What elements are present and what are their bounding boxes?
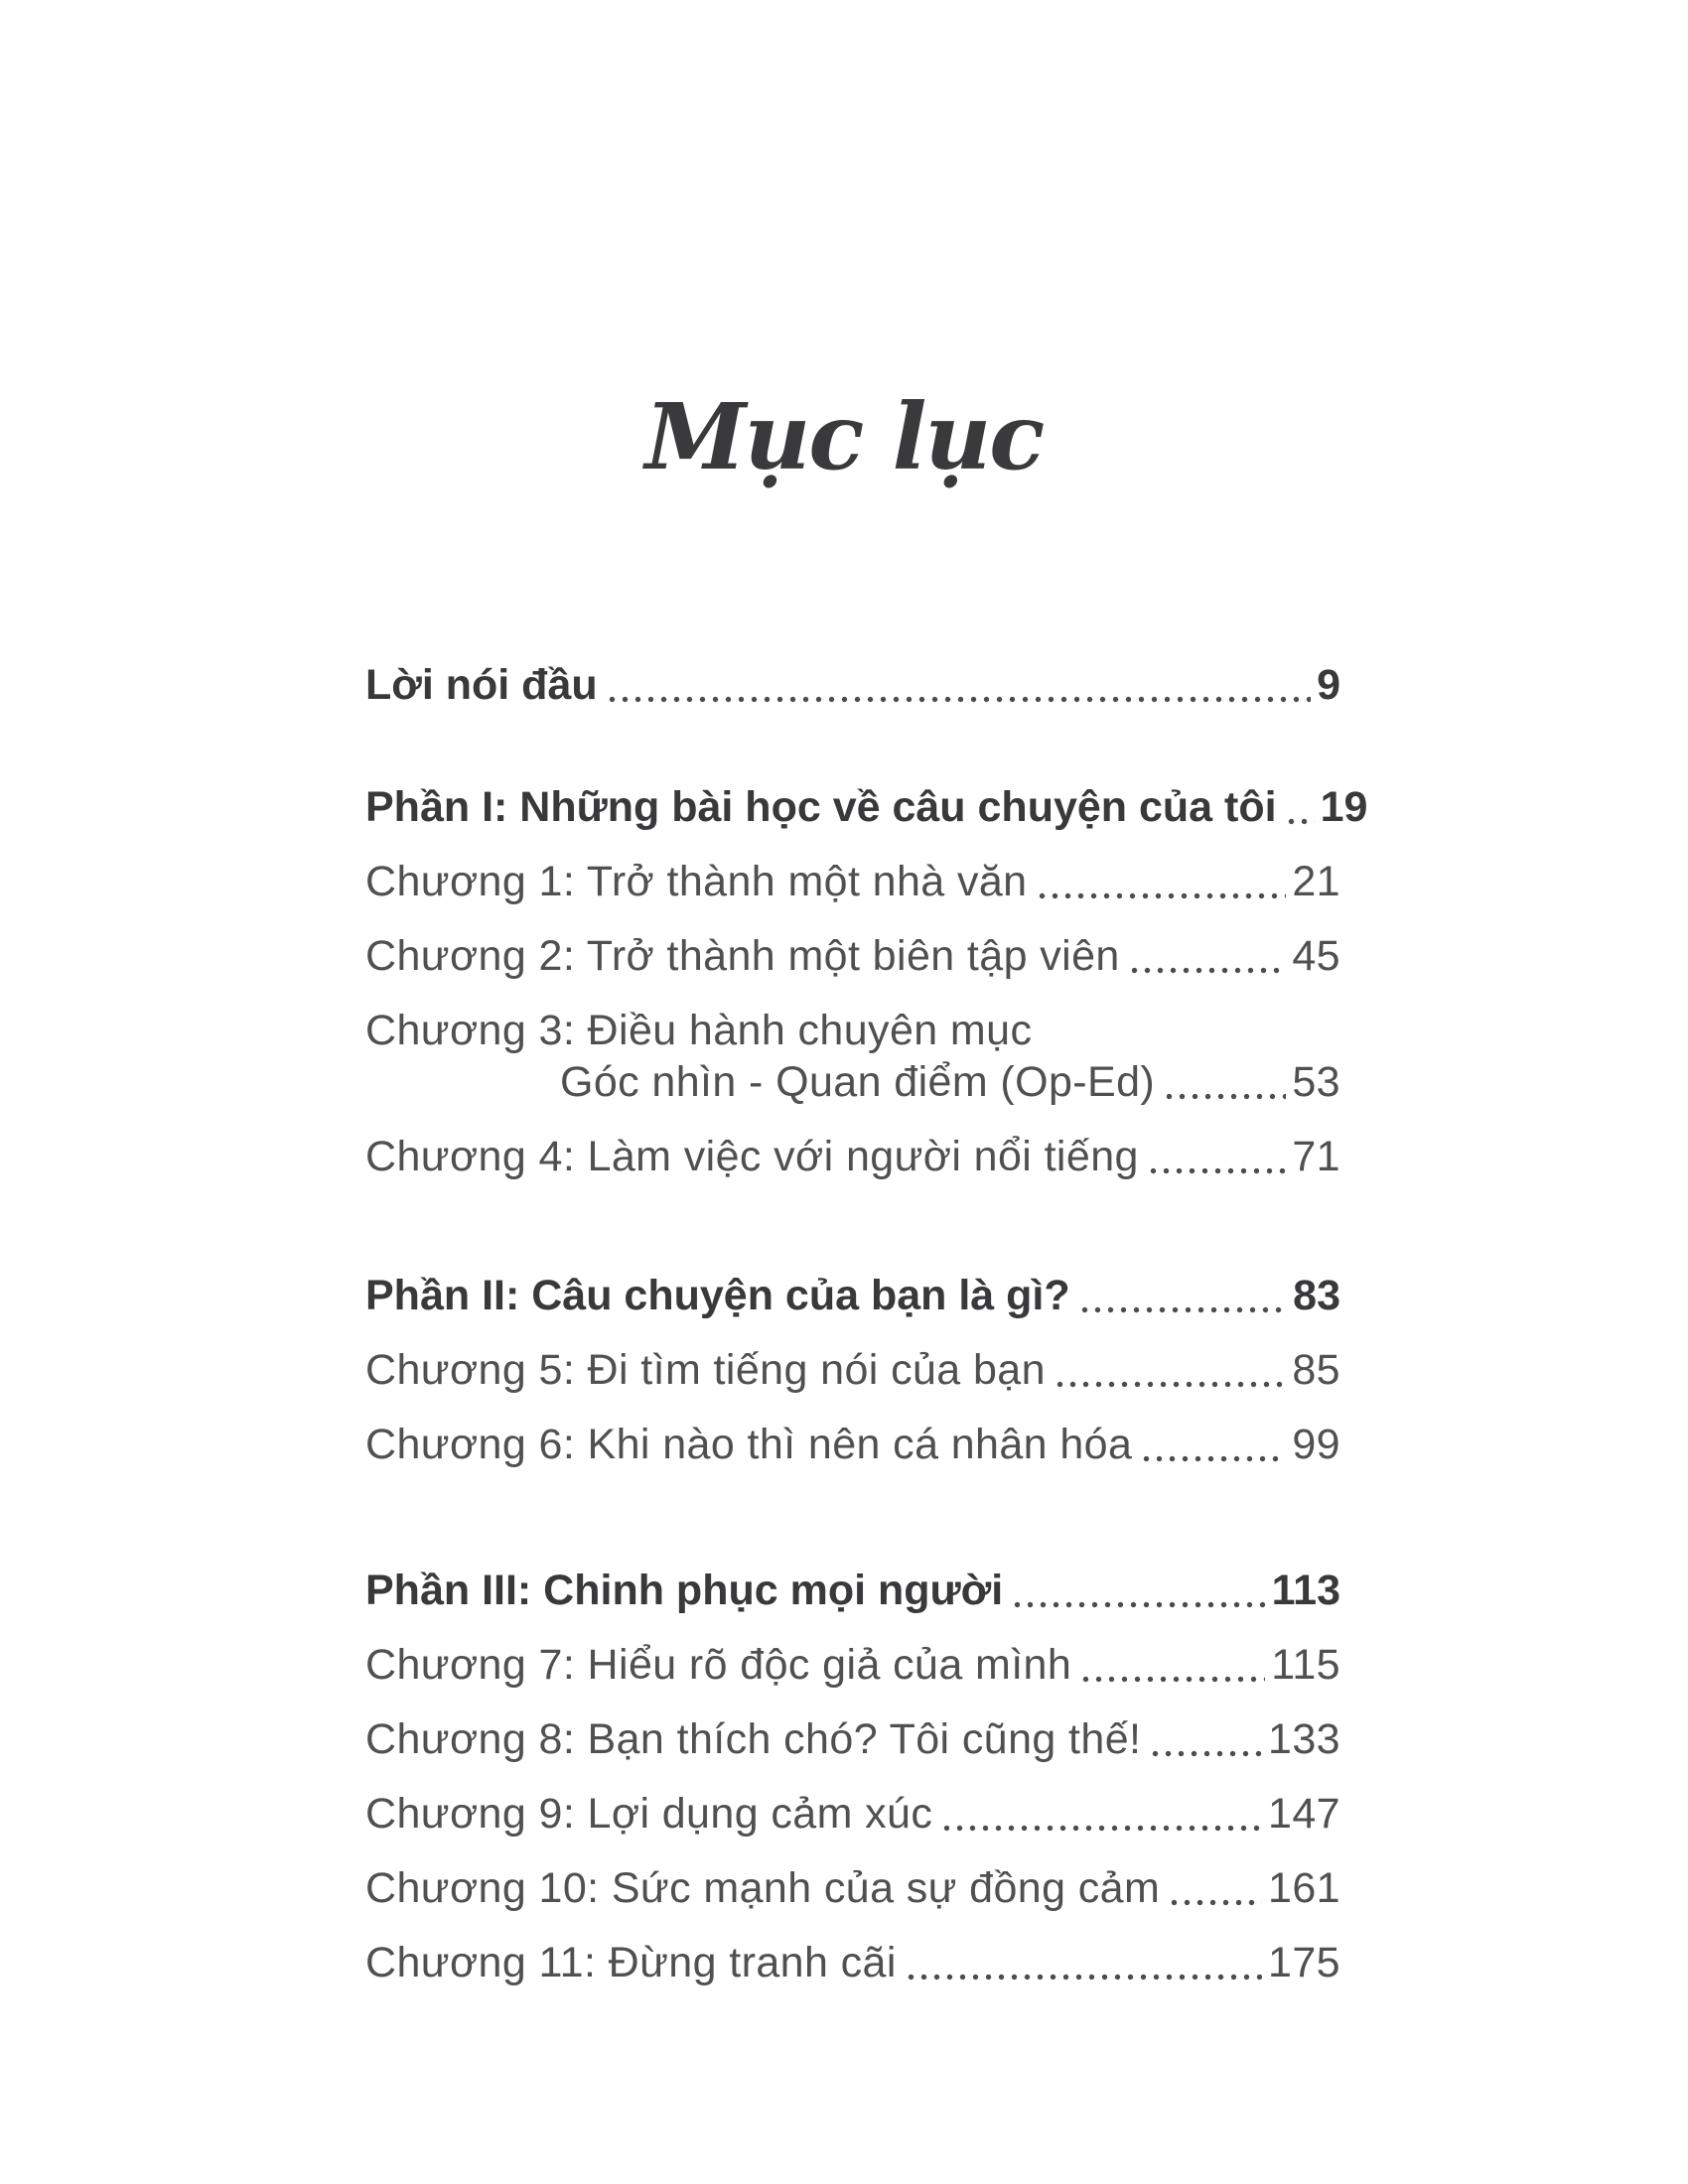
toc-entry-chapter-7 bbox=[365, 1639, 1340, 1691]
toc-section-page: 113 bbox=[1271, 1567, 1340, 1614]
toc-entry-chapter-3-continued bbox=[365, 1056, 1340, 1108]
toc-entry-page: 85 bbox=[1292, 1346, 1340, 1394]
toc-entry-page: 45 bbox=[1292, 932, 1340, 980]
dot-leader bbox=[1054, 1381, 1286, 1388]
toc-entry-chapter-2 bbox=[365, 930, 1340, 982]
dot-leader bbox=[940, 1825, 1262, 1832]
toc-entry-chapter-5 bbox=[365, 1344, 1340, 1396]
dot-leader bbox=[606, 696, 1311, 703]
toc-entry-label: Chương 1: Trở thành một nhà văn bbox=[365, 858, 1028, 905]
toc-entry-intro bbox=[365, 659, 1340, 711]
toc-entry-chapter-8 bbox=[365, 1713, 1340, 1765]
toc-section-page: 83 bbox=[1293, 1272, 1340, 1319]
toc-entry-page: 175 bbox=[1268, 1939, 1340, 1986]
toc-entry-page: 71 bbox=[1292, 1133, 1340, 1180]
toc-entry-chapter-11 bbox=[365, 1937, 1340, 1988]
dot-leader bbox=[1163, 1093, 1286, 1100]
toc-entry-page: 9 bbox=[1317, 661, 1340, 709]
toc-entry-page: 53 bbox=[1292, 1058, 1340, 1106]
toc-entry-page: 99 bbox=[1292, 1421, 1340, 1468]
toc-entry-page: 147 bbox=[1268, 1790, 1340, 1838]
toc-entry-label: Chương 11: Đừng tranh cãi bbox=[365, 1939, 897, 1986]
toc-entry-chapter-6 bbox=[365, 1419, 1340, 1470]
toc-entry-label: Chương 7: Hiểu rõ độc giả của mình bbox=[365, 1641, 1072, 1689]
toc-entry-page: 21 bbox=[1292, 858, 1340, 905]
toc-entry-label: Góc nhìn - Quan điểm (Op-Ed) bbox=[560, 1058, 1156, 1106]
dot-leader bbox=[1036, 892, 1287, 899]
dot-leader bbox=[1147, 1167, 1287, 1174]
toc-entry-chapter-3 bbox=[365, 1005, 1340, 1056]
toc-section-label: Phần III: Chinh phục mọi người bbox=[365, 1567, 1004, 1614]
toc-entry-page: 161 bbox=[1268, 1864, 1340, 1912]
dot-leader bbox=[1078, 1306, 1288, 1313]
toc-entry-label: Chương 10: Sức mạnh của sự đồng cảm bbox=[365, 1864, 1161, 1912]
toc-section-heading-3 bbox=[365, 1565, 1340, 1616]
toc-section-heading-2 bbox=[365, 1270, 1340, 1321]
toc-entry-label: Chương 8: Bạn thích chó? Tôi cũng thế! bbox=[365, 1715, 1142, 1763]
toc-entry-label: Chương 5: Đi tìm tiếng nói của bạn bbox=[365, 1346, 1046, 1394]
toc-entry-label: Lời nói đầu bbox=[365, 661, 598, 709]
toc-entry-label: Chương 2: Trở thành một biên tập viên bbox=[365, 932, 1120, 980]
dot-leader bbox=[1168, 1899, 1262, 1906]
toc-entry-label: Chương 4: Làm việc với người nổi tiếng bbox=[365, 1133, 1139, 1180]
dot-leader bbox=[1128, 967, 1287, 974]
toc-entry-label: Chương 3: Điều hành chuyên mục bbox=[365, 1007, 1033, 1054]
toc-list bbox=[365, 491, 1368, 1988]
dot-leader bbox=[1285, 818, 1315, 825]
toc-entry-chapter-10 bbox=[365, 1862, 1340, 1914]
toc-section-label: Phần I: Những bài học về câu chuyện của tôi bbox=[365, 783, 1277, 831]
page-title: Mục lục bbox=[644, 383, 1044, 490]
toc-entry-page: 133 bbox=[1268, 1715, 1340, 1763]
toc-section-heading-1 bbox=[365, 781, 1368, 833]
dot-leader bbox=[905, 1974, 1262, 1980]
dot-leader bbox=[1140, 1455, 1286, 1462]
dot-leader bbox=[1011, 1601, 1265, 1608]
dot-leader bbox=[1079, 1676, 1265, 1683]
toc-entry-label: Chương 6: Khi nào thì nên cá nhân hóa bbox=[365, 1421, 1133, 1468]
toc-entry-label: Chương 9: Lợi dụng cảm xúc bbox=[365, 1790, 933, 1838]
toc-entry-chapter-1 bbox=[365, 856, 1340, 907]
toc-section-label: Phần II: Câu chuyện của bạn là gì? bbox=[365, 1272, 1070, 1319]
toc-entry-chapter-4 bbox=[365, 1131, 1340, 1182]
dot-leader bbox=[1149, 1750, 1262, 1757]
toc-section-page: 19 bbox=[1320, 783, 1368, 831]
toc-entry-chapter-9 bbox=[365, 1788, 1340, 1840]
toc-entry-page: 115 bbox=[1271, 1641, 1340, 1689]
